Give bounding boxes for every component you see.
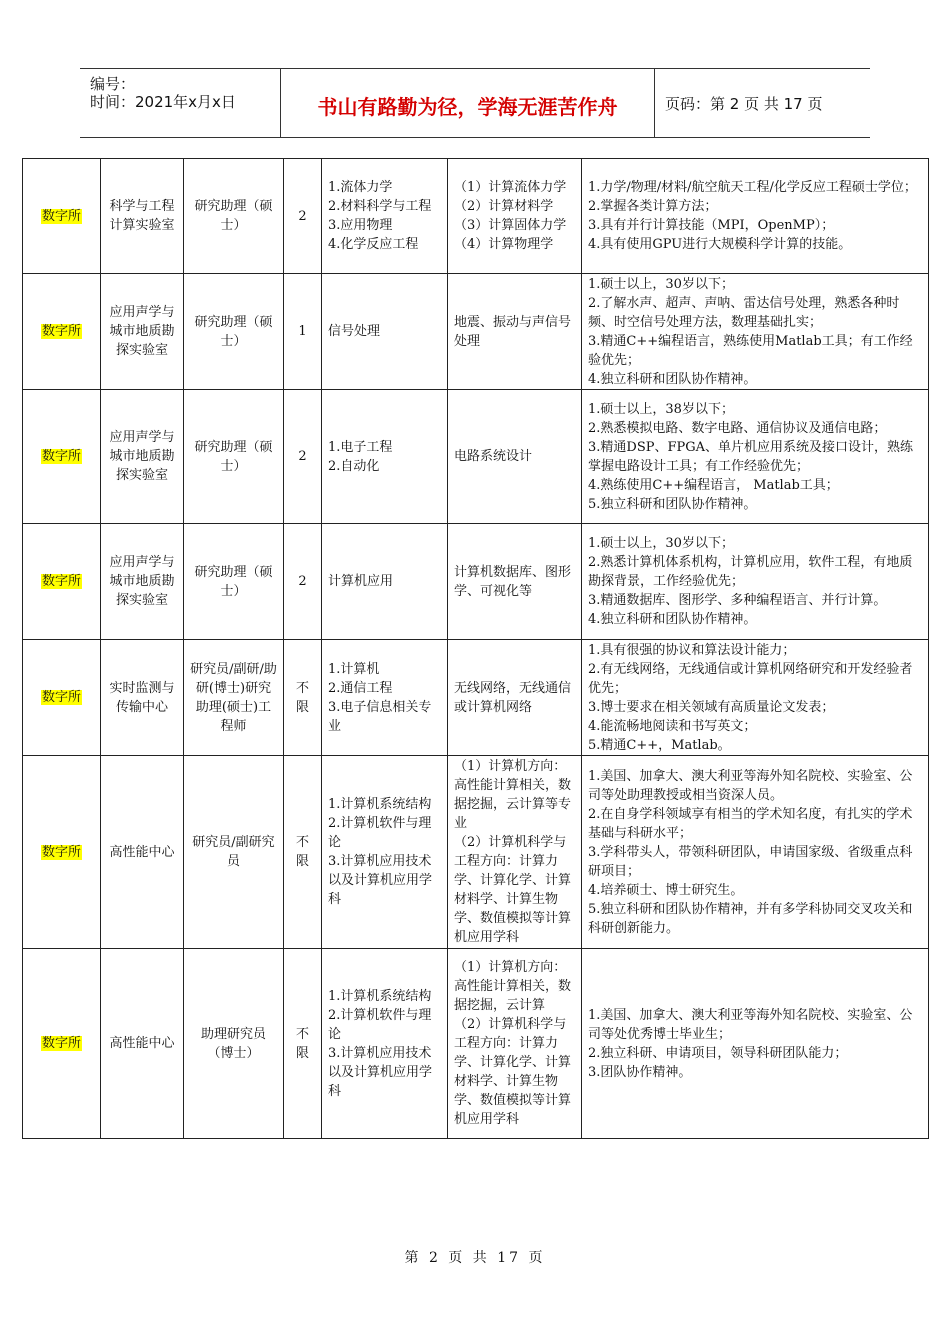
direction-item: （2）计算机科学与工程方向：计算力学、计算化学、计算材料学、计算生物学、数值模拟等计算机应用学科 (454, 1017, 572, 1127)
unit-cell (23, 274, 101, 390)
majors-cell (322, 524, 448, 640)
direction-cell (448, 949, 582, 1139)
requirement-item: 2.在自身学科领域享有相当的学术知名度，有扎实的学术基础与科研水平； (588, 806, 913, 841)
count-cell: 1 (284, 274, 322, 390)
department-cell: 应用声学与城市地质勘探实验室 (101, 274, 184, 390)
requirement-item: 3.团队协作精神。 (588, 1064, 692, 1080)
position-cell: 研究助理（硕士） (184, 159, 284, 274)
department-cell: 高性能中心 (101, 756, 184, 949)
page-number-label: 页码：第 2 页 共 17 页 (665, 95, 823, 113)
majors-cell (322, 274, 448, 390)
unit-cell (23, 524, 101, 640)
requirement-item: 1.美国、加拿大、澳大利亚等海外知名院校、实验室、公司等处优秀博士毕业生； (588, 1007, 913, 1042)
table-row (23, 640, 929, 756)
requirement-item: 3.学科带头人，带领科研团队，申请国家级、省级重点科研项目； (588, 844, 913, 879)
department-cell: 应用声学与城市地质勘探实验室 (101, 390, 184, 524)
requirements-cell (582, 524, 929, 640)
direction-item: （1）计算流体力学 (454, 180, 567, 195)
table-row (23, 949, 929, 1139)
position-cell: 研究助理（硕士） (184, 274, 284, 390)
department-cell: 高性能中心 (101, 949, 184, 1139)
position-cell: 研究员/副研/助研(博士)研究助理(硕士)工程师 (184, 640, 284, 756)
requirements-cell (582, 756, 929, 949)
direction-cell (448, 159, 582, 274)
requirement-item: 4.能流畅地阅读和书写英文； (588, 718, 757, 734)
requirement-item: 3.精通数据库、图形学、多种编程语言、并行计算。 (588, 593, 887, 608)
table-row (23, 756, 929, 949)
header-motto-cell (280, 69, 655, 137)
unit-cell (23, 640, 101, 756)
page-footer: 第 2 页 共 17 页 (404, 1250, 546, 1266)
table-row (23, 524, 929, 640)
major-item: 3.电子信息相关专业 (328, 699, 432, 734)
position-cell: 研究助理（硕士） (184, 524, 284, 640)
direction-item: 无线网络，无线通信或计算机网络 (454, 680, 572, 715)
direction-item: 地震、振动与声信号处理 (454, 314, 572, 349)
direction-cell (448, 524, 582, 640)
direction-item: （2）计算材料学 (454, 199, 554, 214)
unit-label: 数字所 (41, 844, 81, 860)
requirement-item: 1.力学/物理/材料/航空航天工程/化学反应工程硕士学位； (588, 180, 917, 195)
major-item: 2.计算机软件与理论 (328, 816, 432, 850)
major-item: 2.材料科学与工程 (328, 199, 432, 214)
direction-item: （3）计算固体力学 (454, 218, 567, 233)
unit-label: 数字所 (41, 449, 81, 464)
requirement-item: 4.培养硕士、博士研究生。 (588, 882, 744, 898)
requirements-cell (582, 159, 929, 274)
requirement-item: 2.熟悉模拟电路、数字电路、通信协议及通信电路； (588, 420, 887, 436)
count-cell: 不限 (284, 640, 322, 756)
requirement-item: 1.具有很强的协议和算法设计能力； (588, 642, 796, 658)
count-cell: 2 (284, 159, 322, 274)
department-cell: 实时监测与传输中心 (101, 640, 184, 756)
major-item: 3.计算机应用技术以及计算机应用学科 (328, 1045, 433, 1099)
requirements-cell (582, 640, 929, 756)
time-label: 时间：2021年x月x日 (90, 93, 236, 111)
header-info-cell (80, 69, 280, 137)
major-item: 1.计算机 (328, 661, 380, 677)
unit-label: 数字所 (41, 208, 81, 224)
major-item: 计算机应用 (328, 574, 394, 589)
unit-label: 数字所 (41, 690, 81, 705)
direction-cell (448, 390, 582, 524)
direction-item: （4）计算物理学 (454, 237, 554, 252)
serial-label: 编号： (90, 75, 136, 93)
requirement-item: 2.有无线网络，无线通信或计算机网络研究和开发经验者优先； (588, 661, 913, 696)
requirement-item: 2.熟悉计算机体系机构，计算机应用，软件工程，有地质勘探背景，工作经验优先； (588, 555, 913, 589)
table-row (23, 159, 929, 274)
motto: 书山有路勤为径，学海无涯苦作舟 (317, 95, 618, 119)
requirements-cell (582, 274, 929, 390)
requirement-item: 1.美国、加拿大、澳大利亚等海外知名院校、实验室、公司等处助理教授或相当资深人员。 (588, 768, 913, 803)
major-item: 信号处理 (328, 324, 381, 339)
requirement-item: 5.独立科研和团队协作精神，并有多学科协同交叉攻关和科研创新能力。 (588, 901, 913, 936)
unit-label: 数字所 (41, 324, 81, 339)
requirement-item: 2.了解水声、超声、声呐、雷达信号处理，熟悉各种时频、时空信号处理方法，数理基础扎实； (588, 295, 900, 330)
page-header (80, 68, 870, 138)
unit-label: 数字所 (41, 574, 81, 589)
major-item: 3.应用物理 (328, 218, 393, 233)
requirement-item: 3.博士要求在相关领域有高质量论文发表； (588, 699, 835, 715)
unit-cell (23, 756, 101, 949)
requirement-item: 5.独立科研和团队协作精神。 (588, 496, 757, 512)
direction-cell (448, 640, 582, 756)
major-item: 1.电子工程 (328, 439, 393, 455)
table-row (23, 390, 929, 524)
direction-cell (448, 756, 582, 949)
direction-item: （1）计算机方向：高性能计算相关，数据挖掘，云计算等专业 (454, 759, 572, 831)
requirements-cell (582, 390, 929, 524)
requirements-cell (582, 949, 929, 1139)
majors-cell (322, 390, 448, 524)
department-cell: 应用声学与城市地质勘探实验室 (101, 524, 184, 640)
count-cell: 2 (284, 390, 322, 524)
major-item: 1.计算机系统结构 (328, 988, 432, 1004)
requirement-item: 3.精通DSP、FPGA、单片机应用系统及接口设计，熟练掌握电路设计工具；有工作经验优先； (588, 439, 914, 474)
requirement-item: 4.独立科研和团队协作精神。 (588, 371, 757, 387)
requirement-item: 1.硕士以上，38岁以下； (588, 401, 734, 417)
direction-cell (448, 274, 582, 390)
unit-cell (23, 390, 101, 524)
direction-item: （2）计算机科学与工程方向：计算力学、计算化学、计算材料学、计算生物学、数值模拟等计算机应用学科 (454, 835, 572, 945)
unit-cell (23, 949, 101, 1139)
major-item: 1.计算机系统结构 (328, 797, 432, 812)
major-item: 4.化学反应工程 (328, 237, 419, 252)
requirement-item: 2.独立科研、申请项目，领导科研团队能力； (588, 1045, 848, 1061)
position-cell: 助理研究员（博士） (184, 949, 284, 1139)
requirement-item: 2.掌握各类计算方法； (588, 199, 718, 214)
count-cell: 不限 (284, 949, 322, 1139)
major-item: 3.计算机应用技术以及计算机应用学科 (328, 854, 433, 907)
unit-cell (23, 159, 101, 274)
requirement-item: 3.具有并行计算技能（MPI，OpenMP）； (588, 218, 835, 233)
requirement-item: 4.具有使用GPU进行大规模科学计算的技能。 (588, 237, 852, 252)
requirement-item: 3.精通C++编程语言，熟练使用Matlab工具；有工作经验优先； (588, 333, 913, 368)
header-page-cell (655, 69, 870, 137)
majors-cell (322, 949, 448, 1139)
majors-cell (322, 159, 448, 274)
table-row (23, 274, 929, 390)
position-cell: 研究员/副研究员 (184, 756, 284, 949)
majors-cell (322, 640, 448, 756)
unit-label: 数字所 (41, 1036, 81, 1051)
position-cell: 研究助理（硕士） (184, 390, 284, 524)
requirement-item: 1.硕士以上，30岁以下； (588, 276, 734, 292)
requirement-item: 1.硕士以上，30岁以下； (588, 536, 734, 551)
recruitment-table (22, 158, 929, 1139)
requirement-item: 4.熟练使用C++编程语言， Matlab工具； (588, 477, 839, 493)
major-item: 2.计算机软件与理论 (328, 1007, 432, 1042)
direction-item: 计算机数据库、图形学、可视化等 (454, 564, 572, 599)
majors-cell (322, 756, 448, 949)
requirement-item: 4.独立科研和团队协作精神。 (588, 612, 757, 627)
count-cell: 不限 (284, 756, 322, 949)
direction-item: （1）计算机方向：高性能计算相关，数据挖掘，云计算 (454, 960, 572, 1013)
count-cell: 2 (284, 524, 322, 640)
major-item: 2.自动化 (328, 458, 380, 474)
requirement-item: 5.精通C++，Matlab。 (588, 737, 731, 753)
department-cell: 科学与工程计算实验室 (101, 159, 184, 274)
major-item: 1.流体力学 (328, 180, 393, 195)
direction-item: 电路系统设计 (454, 449, 533, 464)
major-item: 2.通信工程 (328, 680, 393, 696)
